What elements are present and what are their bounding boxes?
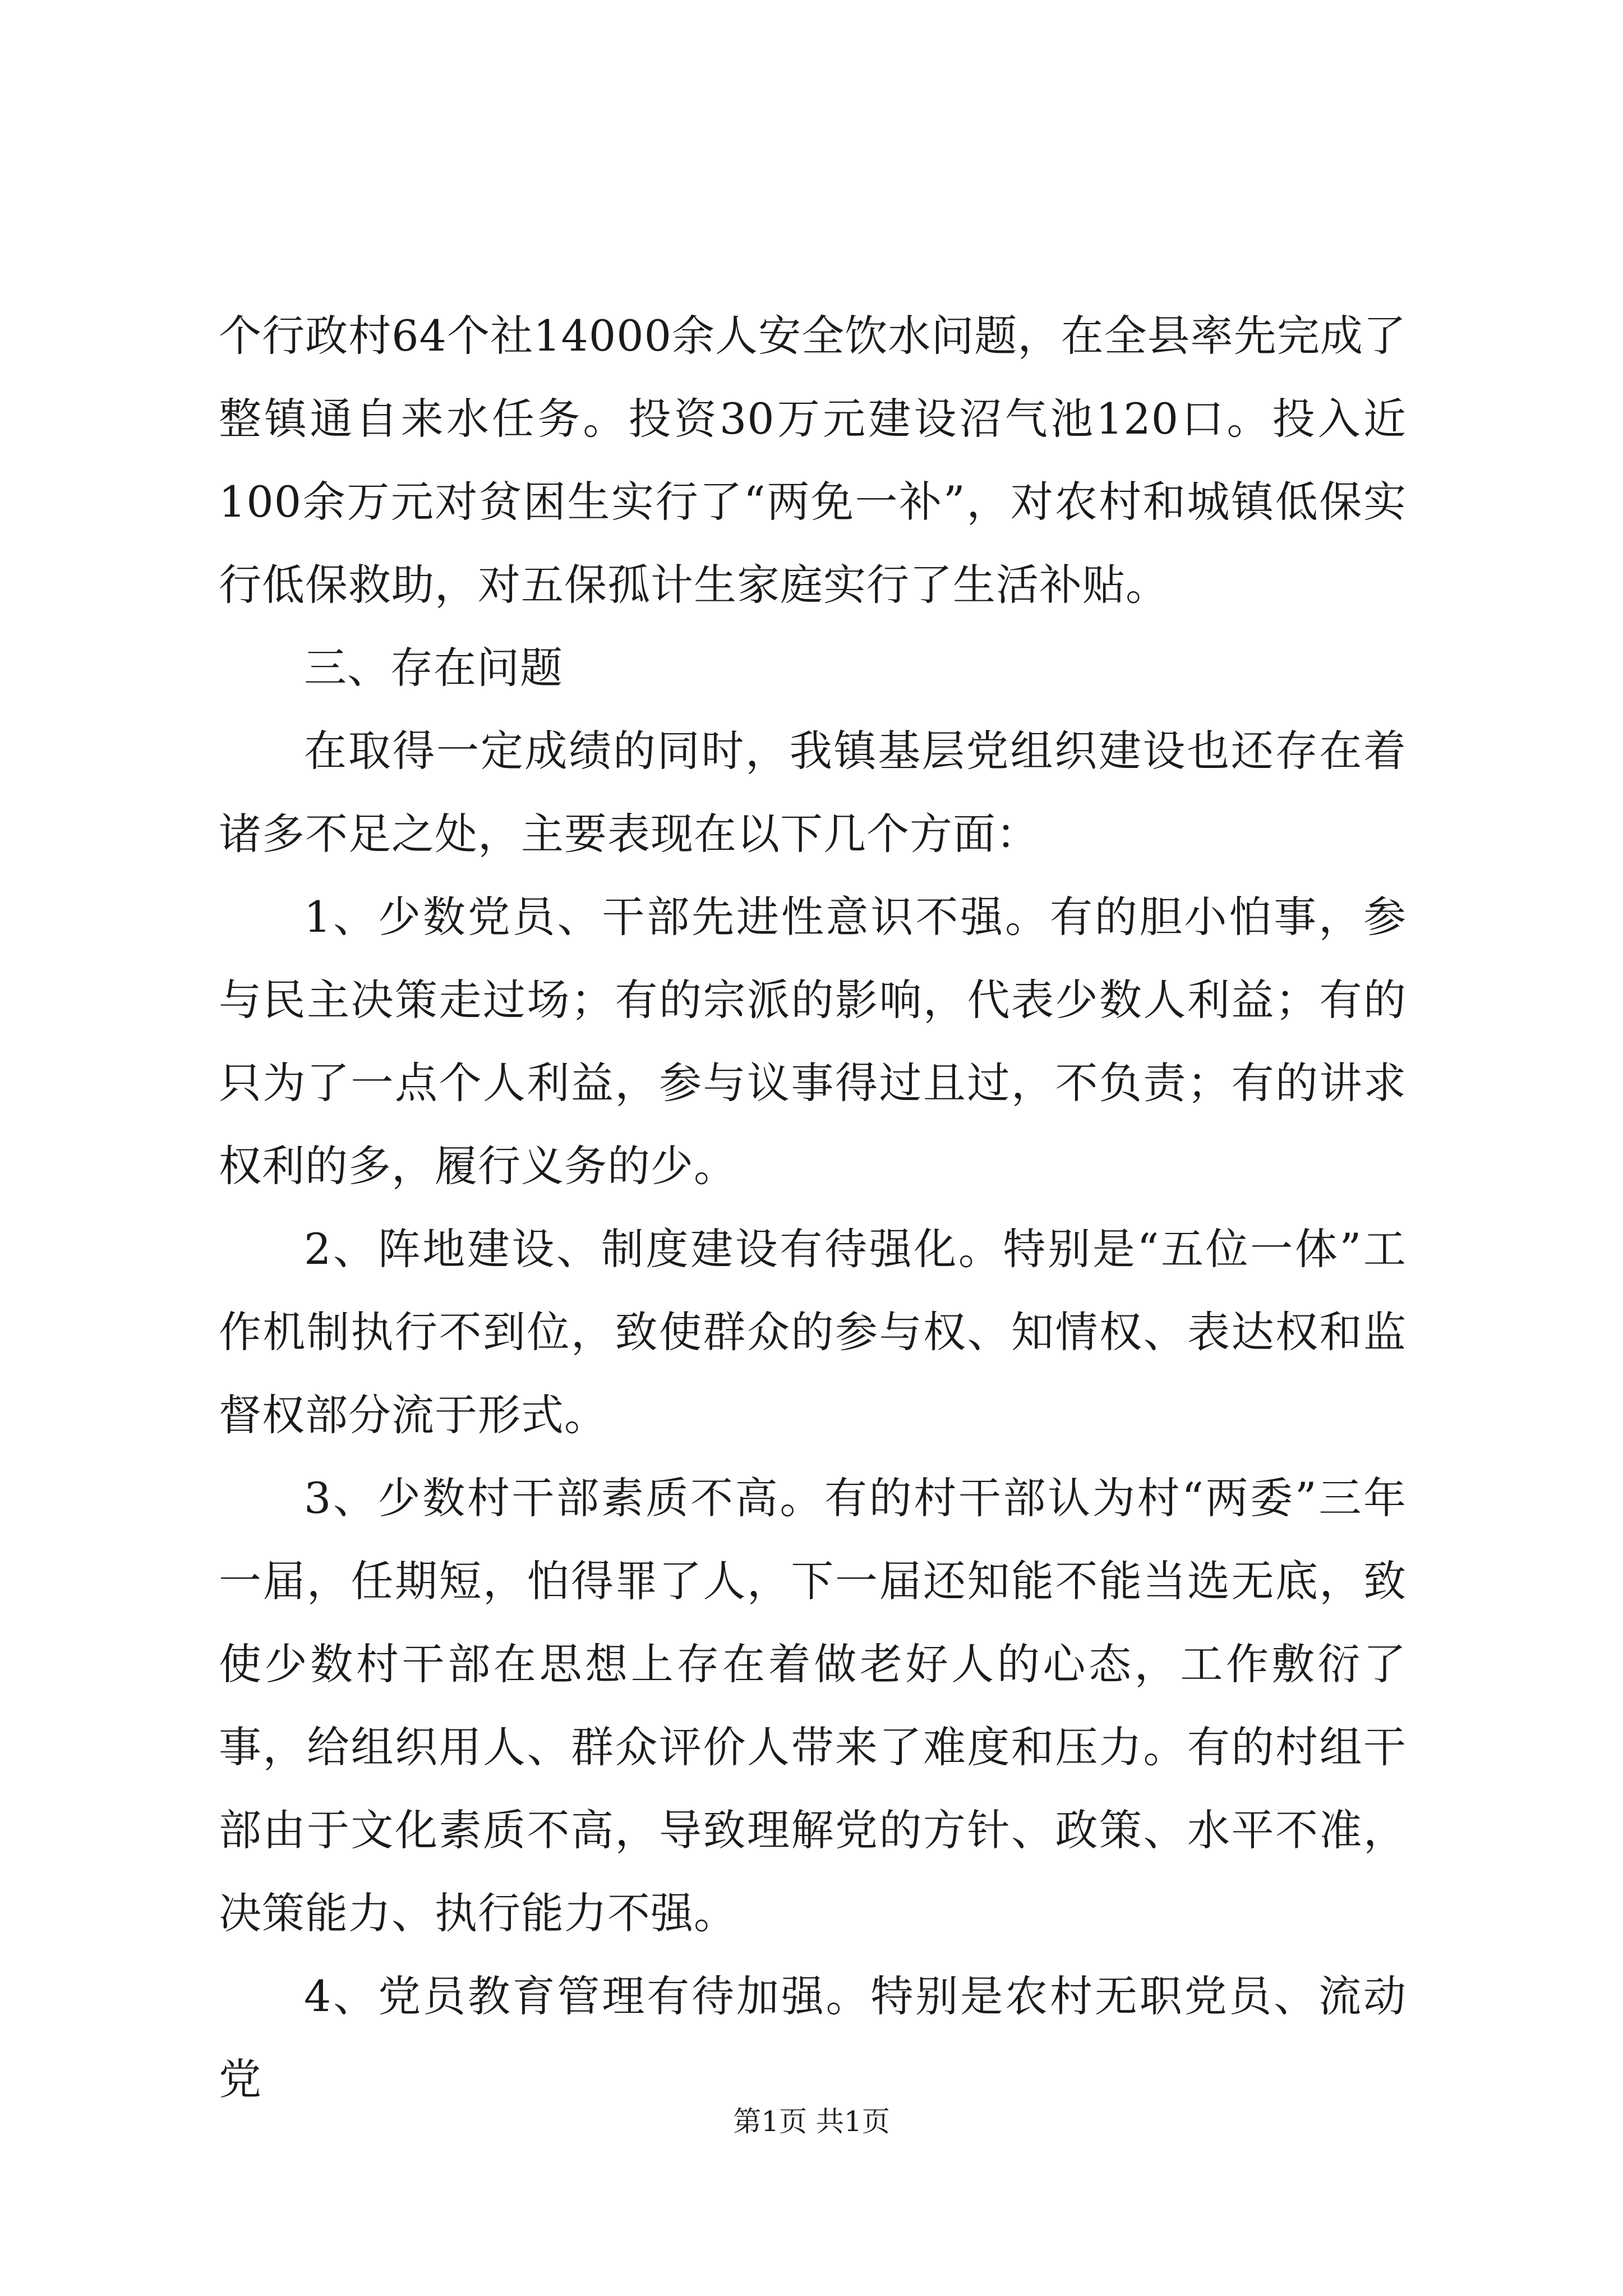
document-body	[219, 295, 1407, 2121]
paragraph-problem-2: 2、阵地建设、制度建设有待强化。特别是“五位一体”工作机制执行不到位，致使群众的参与权、知情权、表达权和监督权部分流于形式。	[219, 1224, 1407, 1440]
paragraph-problem-3: 3、少数村干部素质不高。有的村干部认为村“两委”三年一届，任期短，怕得罪了人，下一届还知能不能当选无底，致使少数村干部在思想上存在着做老好人的心态，工作敷衍了事，给组织用人、群众评价人带来了难度和压力。有的村组干部由于文化素质不高，导致理解党的方针、政策、水平不准，决策能力、执行能力不强。	[219, 1473, 1407, 1938]
section-heading-problems: 三、存在问题	[304, 643, 563, 693]
paragraph-problem-1: 1、少数党员、干部先进性意识不强。有的胆小怕事，参与民主决策走过场；有的宗派的影响，代表少数人利益；有的只为了一点个人利益，参与议事得过且过，不负责；有的讲求权利的多，履行义务的少。	[219, 892, 1407, 1191]
paragraph-water-supply: 个行政村64个社14000余人安全饮水问题，在全县率先完成了整镇通自来水任务。投资30万元建设沼气池120口。投入近100余万元对贫困生实行了“两免一补”，对农村和城镇低保实行低保救助，对五保孤计生家庭实行了生活补贴。	[219, 311, 1407, 610]
page-number-footer: 第1页 共1页	[733, 2105, 890, 2138]
paragraph-problem-4: 4、党员教育管理有待加强。特别是农村无职党员、流动党	[219, 1971, 1407, 2104]
paragraph-intro-problems: 在取得一定成绩的同时，我镇基层党组织建设也还存在着诸多不足之处，主要表现在以下几个方面：	[219, 726, 1407, 859]
